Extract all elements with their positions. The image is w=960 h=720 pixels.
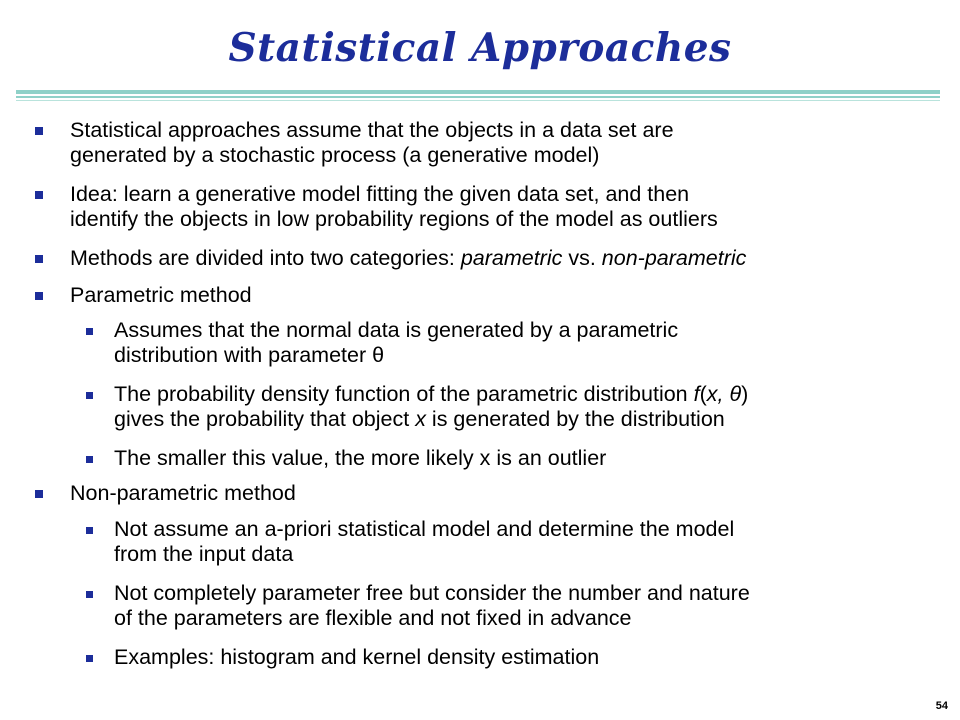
bullet-marker-icon bbox=[35, 292, 43, 300]
sub-bullet-marker-icon bbox=[86, 527, 93, 534]
bullet-line: distribution with parameter θ bbox=[114, 343, 385, 367]
bullet-text: is generated by the distribution bbox=[425, 407, 725, 431]
emphasis-f: f bbox=[693, 382, 700, 406]
bullet-line: identify the objects in low probability regions of the model as outliers bbox=[70, 207, 718, 231]
bullet-line: Parametric method bbox=[70, 283, 252, 307]
bullet-item bbox=[70, 182, 940, 232]
bullet-line bbox=[114, 382, 940, 407]
emphasis-parametric: parametric bbox=[460, 246, 563, 270]
bullet-line bbox=[70, 246, 940, 271]
title-underline-thick bbox=[16, 90, 940, 94]
bullet-text: Methods are divided into two categories: bbox=[70, 246, 461, 270]
sub-bullet-marker-icon bbox=[86, 456, 93, 463]
bullet-marker-icon bbox=[35, 490, 43, 498]
sub-bullet-item bbox=[114, 581, 940, 631]
bullet-marker-icon bbox=[35, 255, 43, 263]
bullet-line: Idea: learn a generative model fitting the given data set, and then bbox=[70, 182, 690, 206]
sub-bullet-item bbox=[114, 446, 940, 471]
title-underline-thin bbox=[16, 100, 940, 101]
page-number: 54 bbox=[935, 700, 948, 712]
sub-bullet-item bbox=[114, 318, 940, 368]
bullet-item bbox=[70, 118, 940, 168]
title-underline-medium bbox=[16, 96, 940, 98]
bullet-marker-icon bbox=[35, 191, 43, 199]
emphasis-x: x bbox=[415, 407, 426, 431]
slide-title: Statistical Approaches bbox=[228, 25, 732, 71]
bullet-line: Assumes that the normal data is generated by a parametric bbox=[114, 318, 679, 342]
bullet-line: Statistical approaches assume that the objects in a data set are bbox=[70, 118, 674, 142]
bullet-text: ) bbox=[741, 382, 749, 406]
bullet-line: of the parameters are flexible and not fixed in advance bbox=[114, 606, 632, 630]
sub-bullet-marker-icon bbox=[86, 328, 93, 335]
bullet-text: vs. bbox=[562, 246, 602, 270]
emphasis-non-parametric: non-parametric bbox=[601, 246, 747, 270]
bullet-line: generated by a stochastic process (a generative model) bbox=[70, 143, 600, 167]
bullet-line: Not assume an a-priori statistical model and determine the model bbox=[114, 517, 735, 541]
sub-bullet-marker-icon bbox=[86, 655, 93, 662]
bullet-item bbox=[70, 283, 940, 308]
bullet-line: Non-parametric method bbox=[70, 481, 296, 505]
bullet-line: from the input data bbox=[114, 542, 294, 566]
bullet-line: Examples: histogram and kernel density estimation bbox=[114, 645, 600, 669]
bullet-line: Not completely parameter free but consider the number and nature bbox=[114, 581, 750, 605]
bullet-text: The probability density function of the parametric distribution bbox=[114, 382, 694, 406]
bullet-item bbox=[70, 246, 940, 271]
emphasis-x-theta: x, θ bbox=[706, 382, 742, 406]
bullet-item bbox=[70, 481, 940, 506]
sub-bullet-item bbox=[114, 382, 940, 432]
bullet-text: ( bbox=[699, 382, 707, 406]
bullet-line: The smaller this value, the more likely x is an outlier bbox=[114, 446, 607, 470]
bullet-line bbox=[114, 407, 940, 432]
bullet-text: gives the probability that object bbox=[114, 407, 416, 431]
sub-bullet-marker-icon bbox=[86, 392, 93, 399]
sub-bullet-marker-icon bbox=[86, 591, 93, 598]
sub-bullet-item bbox=[114, 645, 940, 670]
sub-bullet-item bbox=[114, 517, 940, 567]
bullet-marker-icon bbox=[35, 127, 43, 135]
